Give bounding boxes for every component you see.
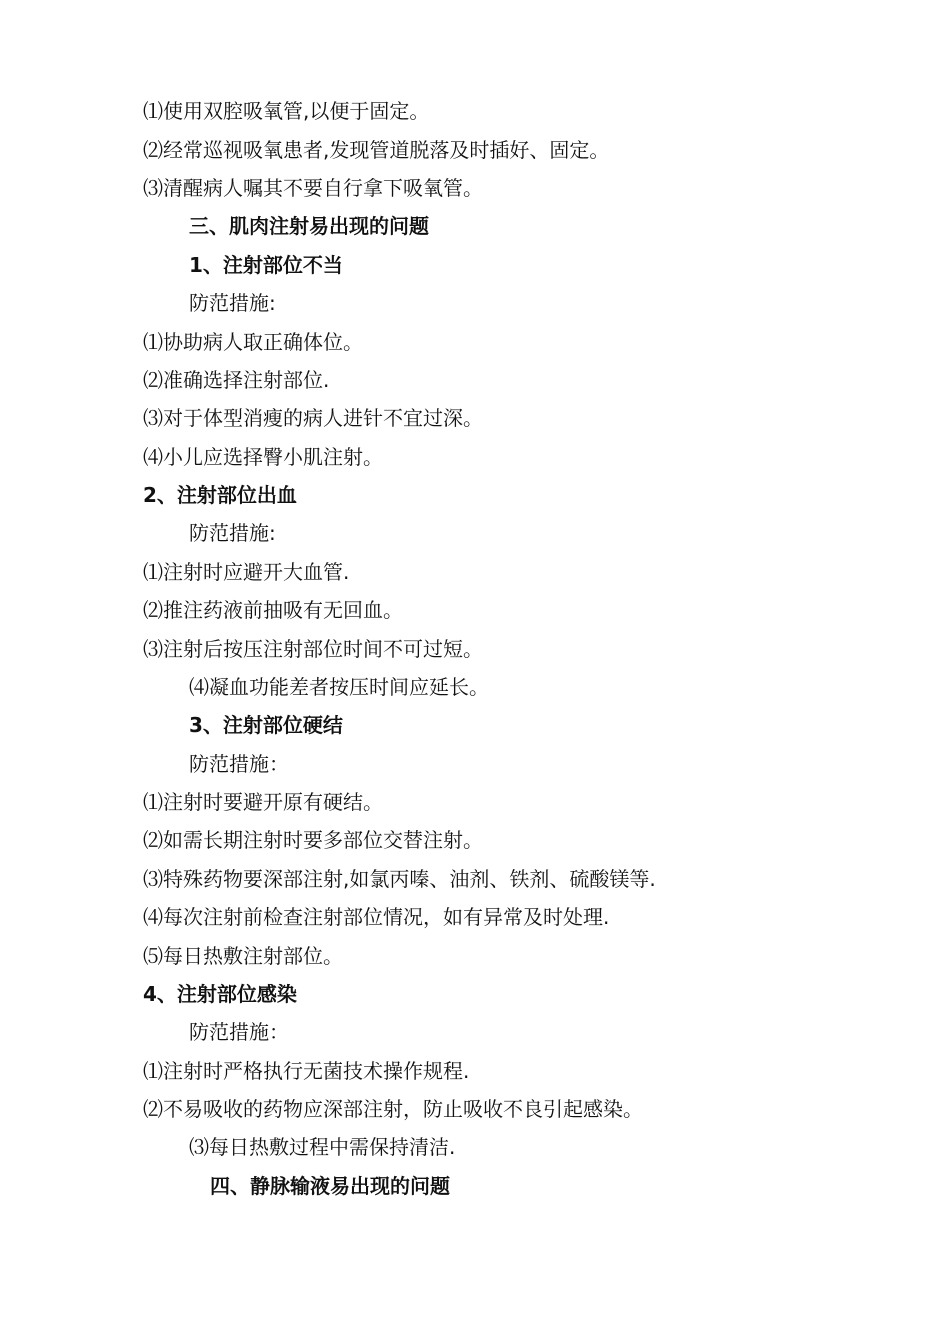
measures-label-1: 防范措施: bbox=[189, 291, 276, 315]
text-line-28: ⑶每日热敷过程中需保持清洁. bbox=[189, 1135, 456, 1159]
section-heading-4: 四、静脉输液易出现的问题 bbox=[210, 1174, 450, 1198]
text-line-21: ⑶特殊药物要深部注射,如氯丙嗪、油剂、铁剂、硫酸镁等. bbox=[143, 867, 656, 891]
text-line-16: ⑷凝血功能差者按压时间应延长。 bbox=[189, 675, 489, 699]
text-line-7: ⑴协助病人取正确体位。 bbox=[143, 330, 363, 354]
measures-label-4: 防范措施： bbox=[189, 1020, 289, 1044]
measures-label-2: 防范措施: bbox=[189, 521, 276, 545]
text-line-10: ⑷小儿应选择臀小肌注射。 bbox=[143, 445, 383, 469]
text-line-26: ⑴注射时严格执行无菌技术操作规程. bbox=[143, 1059, 470, 1083]
subheading-1: 1、注射部位不当 bbox=[189, 253, 343, 277]
text-line-20: ⑵如需长期注射时要多部位交替注射。 bbox=[143, 828, 483, 852]
subheading-3: 3、注射部位硬结 bbox=[189, 713, 343, 737]
text-line-8: ⑵准确选择注射部位. bbox=[143, 368, 330, 392]
section-heading-3: 三、肌肉注射易出现的问题 bbox=[189, 214, 429, 238]
subheading-4: 4、注射部位感染 bbox=[143, 982, 297, 1006]
text-line-27: ⑵不易吸收的药物应深部注射，防止吸收不良引起感染。 bbox=[143, 1097, 643, 1121]
text-line-19: ⑴注射时要避开原有硬结。 bbox=[143, 790, 383, 814]
subheading-2: 2、注射部位出血 bbox=[143, 483, 297, 507]
text-line-3: ⑶清醒病人嘱其不要自行拿下吸氧管。 bbox=[143, 176, 483, 200]
text-line-13: ⑴注射时应避开大血管. bbox=[143, 560, 350, 584]
text-line-14: ⑵推注药液前抽吸有无回血。 bbox=[143, 598, 403, 622]
text-line-15: ⑶注射后按压注射部位时间不可过短。 bbox=[143, 637, 483, 661]
measures-label-3: 防范措施： bbox=[189, 752, 289, 776]
text-line-1: ⑴使用双腔吸氧管,以便于固定。 bbox=[143, 99, 430, 123]
text-line-23: ⑸每日热敷注射部位。 bbox=[143, 944, 343, 968]
text-line-2: ⑵经常巡视吸氧患者,发现管道脱落及时插好、固定。 bbox=[143, 138, 610, 162]
text-line-22: ⑷每次注射前检查注射部位情况，如有异常及时处理. bbox=[143, 905, 610, 929]
text-line-9: ⑶对于体型消瘦的病人进针不宜过深。 bbox=[143, 406, 483, 430]
